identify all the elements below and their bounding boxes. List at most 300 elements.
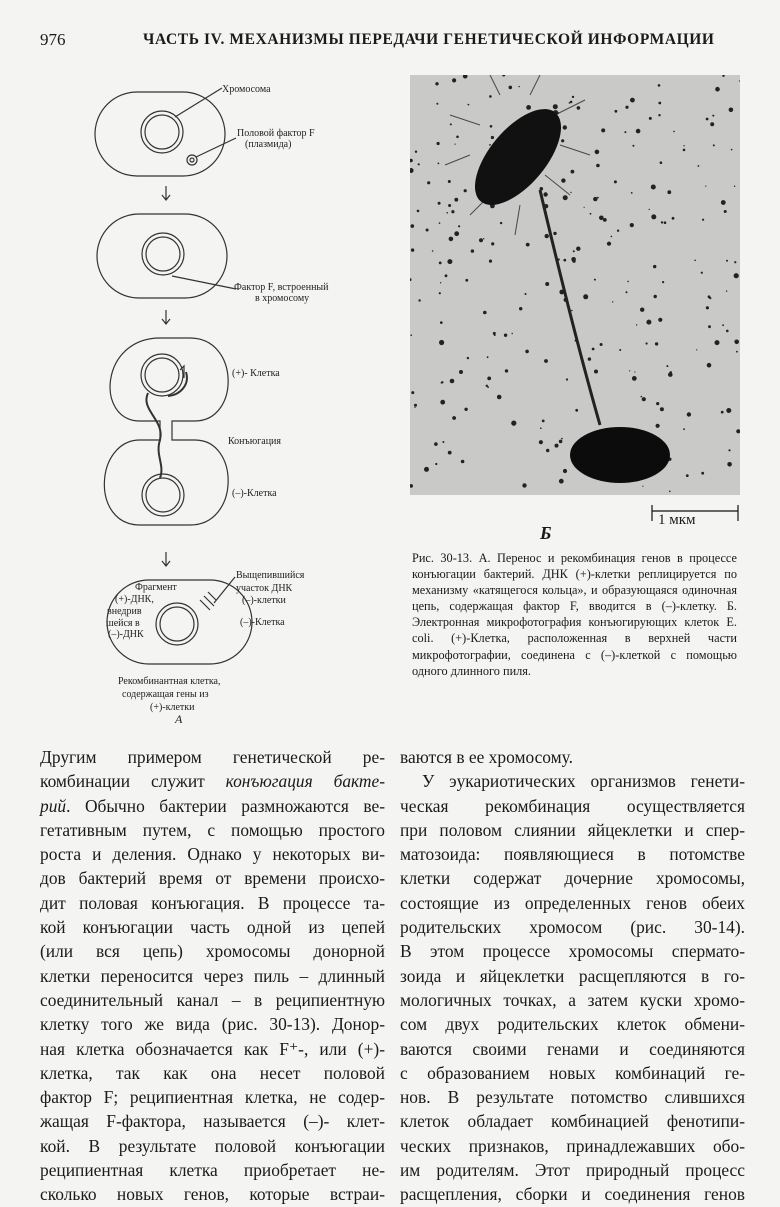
micrograph-particle [630,98,635,103]
micrograph-particle [634,371,635,372]
text-line [400,1012,745,1036]
text-line [40,1158,385,1182]
micrograph-particle [432,250,434,252]
micrograph-particle [660,407,664,411]
micrograph-particle [544,359,548,363]
micrograph-particle [646,342,648,344]
micrograph-particle [731,149,733,151]
micrograph-particle [456,136,459,139]
micrograph-particle [642,486,643,487]
micrograph-particle [667,190,671,194]
micrograph-particle [468,104,470,106]
micrograph-particle [445,274,448,277]
micrograph-particle [467,357,469,359]
micrograph-particle [543,192,547,196]
label-excised-2: участок ДНК [236,583,293,594]
text-segment: ная клетка обозначается как F⁺-, или (+)- [40,1038,385,1059]
label-minus-cell: (–)-Клетка [232,488,277,499]
micrograph-particle [729,108,734,113]
micrograph-particle [415,151,417,153]
micrograph-particle [471,249,474,252]
micrograph-particle [561,139,564,142]
micrograph-particle [447,259,452,264]
running-head: ЧАСТЬ IV. МЕХАНИЗМЫ ПЕРЕДАЧИ ГЕНЕТИЧЕСКОЙ ИНФОРМАЦИИ [143,31,715,48]
micrograph-particle [708,325,711,328]
text-line [400,1158,745,1182]
text-line [40,939,385,963]
chromosome-ring [141,111,183,153]
micrograph-particle [435,82,438,85]
micrograph-particle [487,356,489,358]
micrograph-particle [734,261,736,263]
text-line [400,891,745,915]
micrograph-particle [701,472,704,475]
text-segment: с образованием новых комбинаций ге- [400,1062,745,1083]
micrograph-particle [491,136,494,139]
text-line [400,939,745,963]
micrograph-particle [597,197,599,199]
micrograph-particle [728,449,730,451]
text-segment: клетка, так как она несет половой [40,1062,385,1083]
micrograph-particle [590,213,592,215]
text-line [40,818,385,842]
text-line [400,915,745,939]
micrograph-particle [446,212,448,214]
micrograph-particle [664,221,667,224]
micrograph-particle [490,125,493,128]
micrograph-particle [658,114,660,116]
text-line [40,769,385,793]
micrograph-particle [588,357,591,360]
micrograph-particle [411,248,414,251]
micrograph-particle [440,282,441,283]
micrograph-particle [448,204,451,207]
text-segment: мологичных точках, а затем куски хромо- [400,989,745,1010]
micrograph-particle [656,402,659,405]
page-number: 976 [40,30,66,49]
micrograph-particle [713,144,715,146]
micrograph-particle [641,396,643,398]
text-line [400,1085,745,1109]
text-segment: клеток обладает комбинацией фенотипи- [400,1111,745,1132]
micrograph-particle [612,301,613,302]
micrograph-particle [452,78,456,82]
micrograph-particle [619,349,621,351]
micrograph-particle [594,370,598,374]
micrograph-particle [448,180,451,183]
text-segment: клетки содержат дочерние хромосомы, [400,868,745,889]
text-line [40,988,385,1012]
micrograph-particle [668,372,673,377]
micrograph-particle [630,223,634,227]
micrograph-particle [615,110,618,113]
micrograph-particle [572,259,575,262]
micrograph-particle [434,442,438,446]
text-segment: дит половая конъюгация. В процессе та- [40,892,385,913]
micrograph-particle [683,145,684,146]
micrograph-particle [440,321,443,324]
text-line [400,1037,745,1061]
micrograph-particle [439,222,441,224]
emphasized-term: конъюгация бакте- [225,771,385,792]
micrograph-particle [651,185,656,190]
micrograph-particle [640,308,644,312]
text-line [40,745,385,769]
micrograph-particle [705,186,706,187]
text-line [400,745,745,769]
text-segment: В этом процессе хромосомы спермато- [400,941,745,962]
micrograph-particle [563,259,566,262]
micrograph-particle [553,104,558,109]
text-segment: им родителям. Этот природный процесс [400,1160,745,1181]
micrograph-particle [448,451,452,455]
micrograph-particle [491,242,494,245]
micrograph-particle [655,342,658,345]
micrograph-particle [411,391,414,394]
text-line [400,988,745,1012]
micrograph-particle [489,260,492,263]
micrograph-particle [594,279,596,281]
micrograph-particle [487,377,491,381]
micrograph-particle [437,142,440,145]
micrograph-particle [583,294,588,299]
micrograph-particle [539,440,543,444]
micrograph-particle [709,297,711,299]
text-segment: дов бактерий время от времени происхо- [40,868,385,889]
micrograph-particle [614,180,617,183]
micrograph-particle [666,365,668,367]
micrograph-particle [450,123,452,125]
micrograph-particle [479,238,483,242]
micrograph-particle [418,163,420,165]
micrograph-particle [702,219,704,221]
micrograph-particle [629,370,630,371]
micrograph-particle [497,395,502,400]
micrograph-particle [440,400,445,405]
micrograph-particle [518,86,519,87]
micrograph-particle [483,238,484,239]
micrograph-particle [438,202,441,205]
text-line [400,866,745,890]
text-segment: сколько новых генов, которые встраи- [40,1184,385,1205]
text-segment: роста и деления. Однако у некоторых ви- [40,844,385,865]
micrograph-particle [736,351,738,353]
micrograph-particle [662,281,664,283]
micrograph-particle [734,186,735,187]
micrograph-particle [593,197,597,201]
micrograph-particle [654,295,657,298]
text-line [40,1037,385,1061]
micrograph-particle [451,210,454,213]
micrograph-particle [686,474,689,477]
label-recombinant-3: (+)-клетки [150,702,195,713]
text-line [40,794,385,818]
label-factor-integrated: Фактор F, встроенный [234,282,329,293]
micrograph-particle [489,144,491,146]
text-line [40,866,385,890]
figure-letter-a: А [175,712,183,726]
micrograph-particle [569,102,571,104]
micrograph-particle [439,340,444,345]
figure-letter-b: Б [540,523,552,543]
micrograph-particle [435,463,437,465]
text-segment: . Обычно бактерии размножаются ве- [66,795,385,816]
label-fragment-3: внедрив [107,606,142,617]
micrograph-particle [636,324,637,325]
micrograph-particle [661,221,663,223]
micrograph-particle [672,217,675,220]
text-segment: нов. В результате потомство слившихся [400,1087,745,1108]
micrograph-particle [577,106,581,110]
micrograph-particle [519,307,522,310]
text-segment: Другим примером генетической ре- [40,747,385,767]
micrograph-particle [494,334,496,336]
micrograph-particle [505,369,508,372]
label-conjugation: Конъюгация [228,436,282,447]
micrograph-particle [563,469,567,473]
electron-micrograph [410,75,740,495]
micrograph-particle [596,164,600,168]
micrograph-particle [563,125,567,129]
text-line [40,964,385,988]
micrograph-particle [607,242,611,246]
text-segment: фактор F; реципиентная клетка, не содер- [40,1087,385,1108]
micrograph-particle [540,427,542,429]
text-segment: соединительный канал – в реципиентную [40,989,385,1010]
micrograph-particle [426,229,429,232]
micrograph-particle [436,103,438,105]
label-factor-integrated-2: в хромосому [255,293,310,304]
micrograph-particle [441,381,443,383]
figure-caption: Рис. 30-13. А. Перенос и рекомбинация генов в процессе конъюгации бактерий. ДНК (+)-клетки реплицируется по механизму «катящегося кольца», и образующаяся одиночная цепь, содержащая фактор F, вводится в (–)-клетку. Б. Электронная микрофотография конъюгирующих клеток E. coli. (+)-Клетка, расположенная в верхней части микрофотографии, соединена с (–)-клеткой с помощью одного длинного пиля. [412,551,737,678]
micrograph-particle [555,444,559,448]
micrograph-particle [411,224,415,228]
label-plasmid: (плазмида) [245,139,292,150]
micrograph-particle [464,189,467,192]
micrograph-particle [726,330,729,333]
micrograph-particle [734,340,739,345]
micrograph-particle [595,150,600,155]
text-line [400,769,745,793]
text-segment: комбинации служит [40,771,226,792]
micrograph-particle [561,178,565,182]
micrograph-particle [427,181,430,184]
micrograph-particle [573,250,575,252]
micrograph-particle [414,404,417,407]
micrograph-particle [601,128,605,132]
micrograph-particle [715,87,720,92]
text-line [40,1182,385,1206]
micrograph-particle [454,231,459,236]
text-segment: гетативным путем, с помощью простого [40,819,385,840]
text-segment: клетку того же вида (рис. 30-13). Донор- [40,1014,385,1035]
micrograph-particle [636,129,641,134]
text-line [40,1012,385,1036]
micrograph-particle [511,421,516,426]
micrograph-particle [571,310,573,312]
micrograph-particle [649,117,652,120]
micrograph-particle [658,318,662,322]
micrograph-particle [459,370,463,374]
micrograph-particle [683,428,685,430]
text-segment: ваются в ее хромосому. [400,747,573,767]
text-segment: состоящие из определенных генов обеих [400,892,745,913]
micrograph-particle [627,281,629,283]
micrograph-particle [414,407,415,408]
scale-bar-label: 1 мкм [658,512,696,528]
micrograph-particle [509,86,513,90]
micrograph-particle [486,385,488,387]
emphasized-term: рий [40,795,67,816]
label-excised-3: (–)-клетки [242,595,286,606]
micrograph-particle [450,379,455,384]
micrograph-particle [526,243,530,247]
micrograph-particle [649,209,650,210]
micrograph-particle [727,462,732,467]
micrograph-particle [632,376,637,381]
micrograph-particle [646,320,651,325]
micrograph-particle [438,163,440,165]
text-line [40,1109,385,1133]
micrograph-particle [626,291,628,293]
micrograph-particle [687,412,691,416]
micrograph-particle [722,324,724,326]
text-segment: клетки переносится через пиль – длинный [40,965,385,986]
micrograph-particle [461,460,465,464]
conjugating-cells-outline [104,338,228,525]
micrograph-particle [452,416,456,420]
text-line [400,1134,745,1158]
micrograph-particle [706,118,709,121]
text-line [400,794,745,818]
micrograph-particle [696,349,697,350]
text-segment: матозоида: появляющиеся в потомстве [400,844,745,865]
text-line [40,1134,385,1158]
micrograph-particle [653,265,656,268]
label-recombinant-2: содержащая гены из [122,689,209,700]
micrograph-particle [721,200,726,205]
text-segment: при половом слиянии яйцеклетки и спер- [400,819,745,840]
micrograph-particle [707,363,712,368]
micrograph-particle [683,149,686,152]
micrograph-particle [504,334,507,337]
micrograph-particle [575,409,578,412]
micrograph-particle [658,102,661,105]
micrograph-particle [632,145,634,147]
micrograph-particle [563,195,568,200]
micrograph-particle [525,293,527,295]
micrograph-particle [603,218,607,222]
label-minus-cell-2: (–)-Клетка [240,617,285,628]
text-line [40,891,385,915]
conjugation-diagram [0,0,400,730]
micrograph-particle [734,273,739,278]
text-segment: У эукариотических организмов генети- [422,771,745,792]
micrograph-particle [464,408,467,411]
micrograph-particle [559,440,563,444]
text-line [400,1061,745,1085]
text-line [40,842,385,866]
text-line [400,1182,745,1206]
label-excised: Выщепившийся [236,570,305,581]
micrograph-particle [442,441,444,443]
micrograph-particle [572,96,574,98]
micrograph-particle [526,105,531,110]
micrograph-particle [454,198,458,202]
text-line [400,842,745,866]
micrograph-particle [631,192,633,194]
body-column-left [40,745,385,1207]
micrograph-particle [458,225,460,227]
micrograph-particle [715,340,720,345]
micrograph-particle [545,282,549,286]
donor-cell-outline [95,92,225,176]
micrograph-particle [559,479,564,484]
micrograph-particle [424,467,429,472]
text-segment: кой. В результате половой конъюгации [40,1135,385,1156]
text-segment: родительских хромосом (рис. 30-14). [400,917,745,938]
micrograph-particle [465,279,468,282]
micrograph-particle [651,214,656,219]
micrograph-particle [525,350,529,354]
micrograph-particle [642,397,646,401]
micrograph-particle [701,272,703,274]
text-line [400,1109,745,1133]
arrow-down-icon [162,186,170,200]
text-segment: (или вся цепь) хромосомы донорной [40,941,385,962]
micrograph-particle [724,210,727,213]
micrograph-particle [546,449,549,452]
micrograph-particle [721,411,724,414]
text-segment: зоида и яйцеклетки расщепляются в го- [400,965,745,986]
label-sex-factor: Половой фактор F [237,128,315,139]
text-segment: жащая F-фактора, называется (–)- клет- [40,1111,385,1132]
text-segment: реципиентная клетка приобретает не- [40,1160,385,1181]
micrograph-particle [726,290,727,291]
micrograph-particle [673,131,675,133]
rolling-arrow-icon [180,366,184,378]
text-line [40,1085,385,1109]
micrograph-particle [656,424,660,428]
text-segment: сом двух родительских клеток обмени- [400,1014,745,1035]
micrograph-particle [658,84,661,87]
micrograph-particle [418,299,420,301]
micrograph-particle [553,232,556,235]
text-segment: ческая рекомбинация осуществляется [400,795,745,816]
label-fragment-5: (–)-ДНК [108,629,144,640]
micrograph-particle [617,230,619,232]
text-segment: расщепления, сборки и соединения генов [400,1184,745,1205]
micrograph-particle [410,334,412,336]
micrograph-particle [449,237,454,242]
micrograph-particle [624,131,626,133]
text-segment: ческих признаков, принадлежавших обо- [400,1135,745,1156]
micrograph-particle [599,216,604,221]
micrograph-particle [483,311,487,315]
micrograph-particle [669,491,671,493]
micrograph-particle [545,234,549,238]
text-line [40,1061,385,1085]
micrograph-particle [726,260,728,262]
micrograph-particle [694,260,696,262]
micrograph-particle [500,222,502,224]
micrograph-particle [542,420,545,423]
label-chromosome: Хромосома [222,84,271,95]
micrograph-particle [522,483,526,487]
micrograph-particle [726,408,731,413]
micrograph-particle [712,115,714,117]
text-line [400,818,745,842]
